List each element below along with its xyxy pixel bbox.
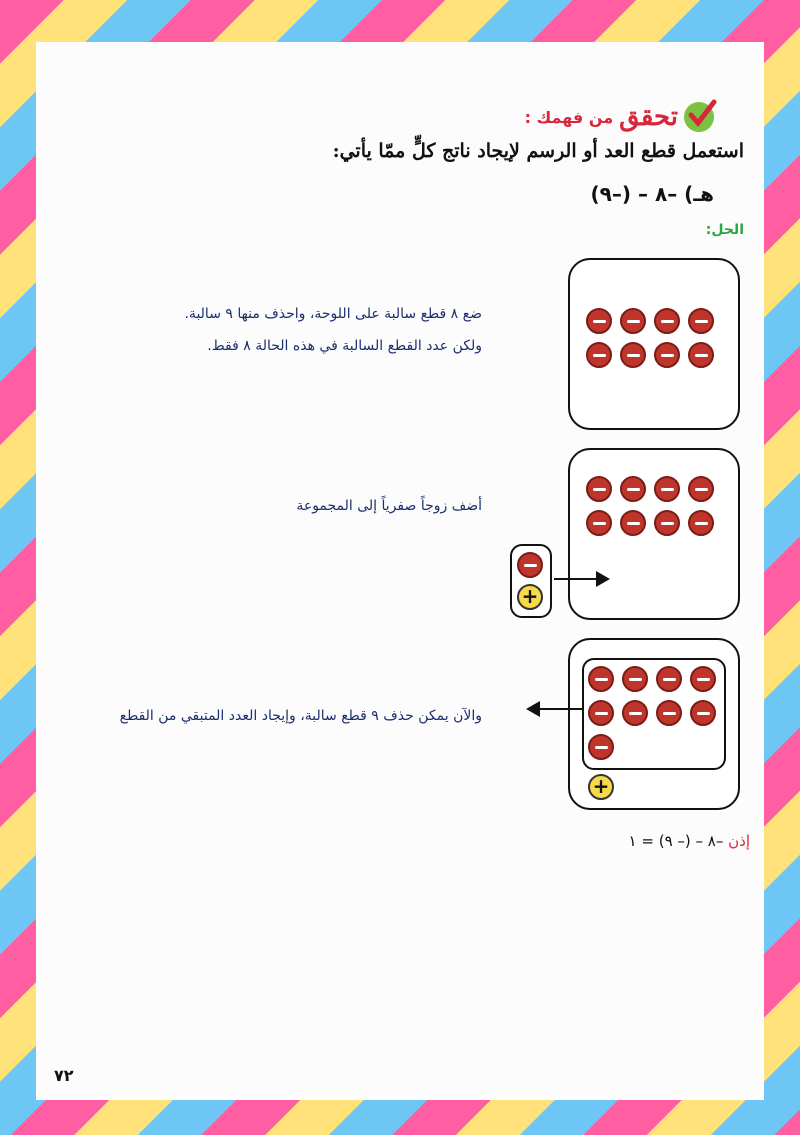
board-2 [568, 448, 740, 620]
step-1-line-1: ضع ٨ قطع سالبة على اللوحة، واحذف منها ٩ سالبة. [184, 306, 482, 322]
step-3-line-1: والآن يمكن حذف ٩ قطع سالبة، وإيجاد العدد المتبقي من القطع [119, 708, 482, 724]
negative-counter [586, 476, 612, 502]
negative-counter [622, 666, 648, 692]
negative-counter [588, 700, 614, 726]
board-3 [568, 638, 740, 810]
negative-counter [622, 700, 648, 726]
negative-counter [620, 510, 646, 536]
check-understanding-header [525, 102, 714, 132]
negative-counter [688, 308, 714, 334]
negative-counter [688, 476, 714, 502]
checkmark-icon [684, 102, 714, 132]
step-1-line-2: ولكن عدد القطع السالبة في هذه الحالة ٨ فقط. [207, 338, 482, 354]
negative-counter [620, 476, 646, 502]
negative-counter [588, 666, 614, 692]
negative-counter [654, 510, 680, 536]
question-text: استعمل قطع العد أو الرسم لإيجاد ناتج كلٍّ ممّا يأتي: [332, 140, 744, 162]
solution-label: الحل: [705, 222, 744, 238]
step-2-text [296, 490, 482, 522]
arrow-left-icon [536, 708, 584, 710]
negative-counter [656, 666, 682, 692]
negative-counter [654, 476, 680, 502]
positive-counter: + [588, 774, 614, 800]
negative-counter [688, 342, 714, 368]
header-title: تحقق [619, 102, 678, 132]
negative-counter [620, 308, 646, 334]
zero-pair-box [510, 544, 552, 618]
negative-counter [688, 510, 714, 536]
negative-counter [654, 308, 680, 334]
negative-counter [588, 734, 614, 760]
positive-counter: + [517, 584, 543, 610]
board-1 [568, 258, 740, 430]
page-number: ٧٢ [54, 1066, 74, 1085]
result-equation: –٨ – (– ٩) = ١ [628, 832, 724, 850]
negative-counter [656, 700, 682, 726]
negative-counter [690, 700, 716, 726]
step-3-text [120, 700, 482, 732]
arrowhead-left-icon [526, 701, 540, 717]
negative-counter [690, 666, 716, 692]
negative-counter [654, 342, 680, 368]
arrowhead-right-icon [596, 571, 610, 587]
page [36, 42, 764, 1100]
arrow-right-icon [554, 578, 602, 580]
negative-counter [620, 342, 646, 368]
removed-group-outline [582, 658, 726, 770]
expression: هـ) –٨ – (–٩) [590, 182, 714, 206]
negative-counter [517, 552, 543, 578]
negative-counter [586, 308, 612, 334]
negative-counter [586, 342, 612, 368]
step-1-text [184, 298, 482, 362]
result-line [629, 832, 750, 850]
result-prefix: إذن [728, 832, 750, 850]
header-subtitle: من فهمك : [524, 107, 614, 127]
step-2-line-1: أضف زوجاً صفرياً إلى المجموعة [296, 498, 482, 514]
negative-counter [586, 510, 612, 536]
